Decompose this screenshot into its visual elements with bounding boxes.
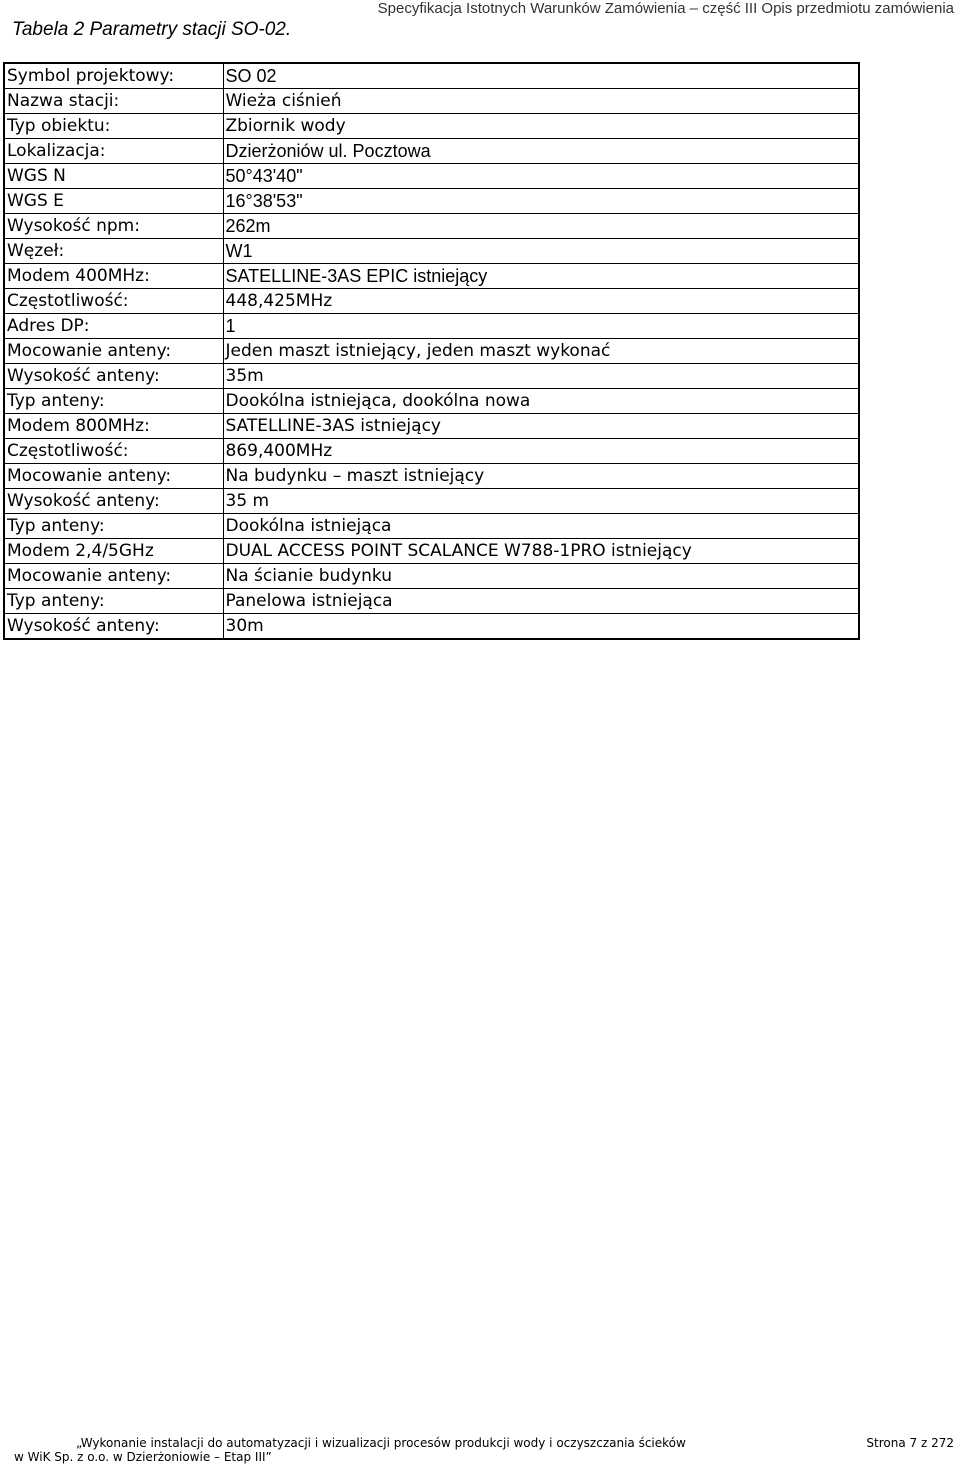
row-value: Na budynku – maszt istniejący <box>223 464 859 489</box>
row-value: Wieża ciśnień <box>223 89 859 114</box>
row-label: Modem 800MHz: <box>4 414 223 439</box>
footer-project-title: „Wykonanie instalacji do automatyzacji i wizualizacji procesów produkcji wody i oczyszczania ścieków <box>76 1436 686 1450</box>
row-value: Dzierżoniów ul. Pocztowa <box>223 139 859 164</box>
row-label: Wysokość anteny: <box>4 489 223 514</box>
row-label: Modem 2,4/5GHz <box>4 539 223 564</box>
table-row <box>4 63 859 89</box>
row-value: Dookólna istniejąca <box>223 514 859 539</box>
table-row <box>4 514 859 539</box>
row-value: 262m <box>223 214 859 239</box>
row-value: DUAL ACCESS POINT SCALANCE W788-1PRO istniejący <box>223 539 859 564</box>
row-value: Jeden maszt istniejący, jeden maszt wykonać <box>223 339 859 364</box>
row-label: Mocowanie anteny: <box>4 339 223 364</box>
table-row <box>4 539 859 564</box>
station-parameters-table <box>3 62 860 640</box>
row-label: Typ anteny: <box>4 514 223 539</box>
table-row <box>4 464 859 489</box>
page-number: Strona 7 z 272 <box>866 1436 954 1450</box>
table-row <box>4 339 859 364</box>
row-label: Symbol projektowy: <box>4 63 223 89</box>
row-label: Mocowanie anteny: <box>4 564 223 589</box>
table-caption: Tabela 2 Parametry stacji SO-02. <box>12 19 292 40</box>
table-row <box>4 389 859 414</box>
row-label: Modem 400MHz: <box>4 264 223 289</box>
row-value: 35m <box>223 364 859 389</box>
row-value: Zbiornik wody <box>223 114 859 139</box>
row-label: Wysokość anteny: <box>4 614 223 640</box>
row-value: W1 <box>223 239 859 264</box>
row-label: Wysokość npm: <box>4 214 223 239</box>
table-row <box>4 439 859 464</box>
row-label: Typ anteny: <box>4 389 223 414</box>
table-row <box>4 239 859 264</box>
table-row <box>4 264 859 289</box>
row-label: Adres DP: <box>4 314 223 339</box>
row-value: 35 m <box>223 489 859 514</box>
row-value: 50°43'40" <box>223 164 859 189</box>
table-row <box>4 589 859 614</box>
table-row <box>4 314 859 339</box>
row-label: Typ anteny: <box>4 589 223 614</box>
row-value: SO 02 <box>223 63 859 89</box>
row-value: 448,425MHz <box>223 289 859 314</box>
row-label: Lokalizacja: <box>4 139 223 164</box>
row-value: Panelowa istniejąca <box>223 589 859 614</box>
row-value: 1 <box>223 314 859 339</box>
row-label: Węzeł: <box>4 239 223 264</box>
row-value: 30m <box>223 614 859 640</box>
row-label: Nazwa stacji: <box>4 89 223 114</box>
table-row <box>4 164 859 189</box>
row-label: Częstotliwość: <box>4 289 223 314</box>
row-value: SATELLINE-3AS istniejący <box>223 414 859 439</box>
row-value: 869,400MHz <box>223 439 859 464</box>
row-value: Na ścianie budynku <box>223 564 859 589</box>
table-row <box>4 364 859 389</box>
table-row <box>4 139 859 164</box>
row-value: 16°38'53" <box>223 189 859 214</box>
footer-project-title-continued: w WiK Sp. z o.o. w Dzierżoniowie – Etap III” <box>14 1450 272 1464</box>
row-label: Typ obiektu: <box>4 114 223 139</box>
row-label: Mocowanie anteny: <box>4 464 223 489</box>
row-value: Dookólna istniejąca, dookólna nowa <box>223 389 859 414</box>
row-value: SATELLINE-3AS EPIC istniejący <box>223 264 859 289</box>
table-row <box>4 564 859 589</box>
row-label: Częstotliwość: <box>4 439 223 464</box>
document-header-title: Specyfikacja Istotnych Warunków Zamówienia – część III Opis przedmiotu zamówienia <box>377 0 954 17</box>
table-row <box>4 114 859 139</box>
table-row <box>4 614 859 640</box>
table-row <box>4 289 859 314</box>
row-label: WGS N <box>4 164 223 189</box>
row-label: WGS E <box>4 189 223 214</box>
table-row <box>4 214 859 239</box>
table-row <box>4 189 859 214</box>
table-row <box>4 414 859 439</box>
table-row <box>4 89 859 114</box>
table-row <box>4 489 859 514</box>
row-label: Wysokość anteny: <box>4 364 223 389</box>
